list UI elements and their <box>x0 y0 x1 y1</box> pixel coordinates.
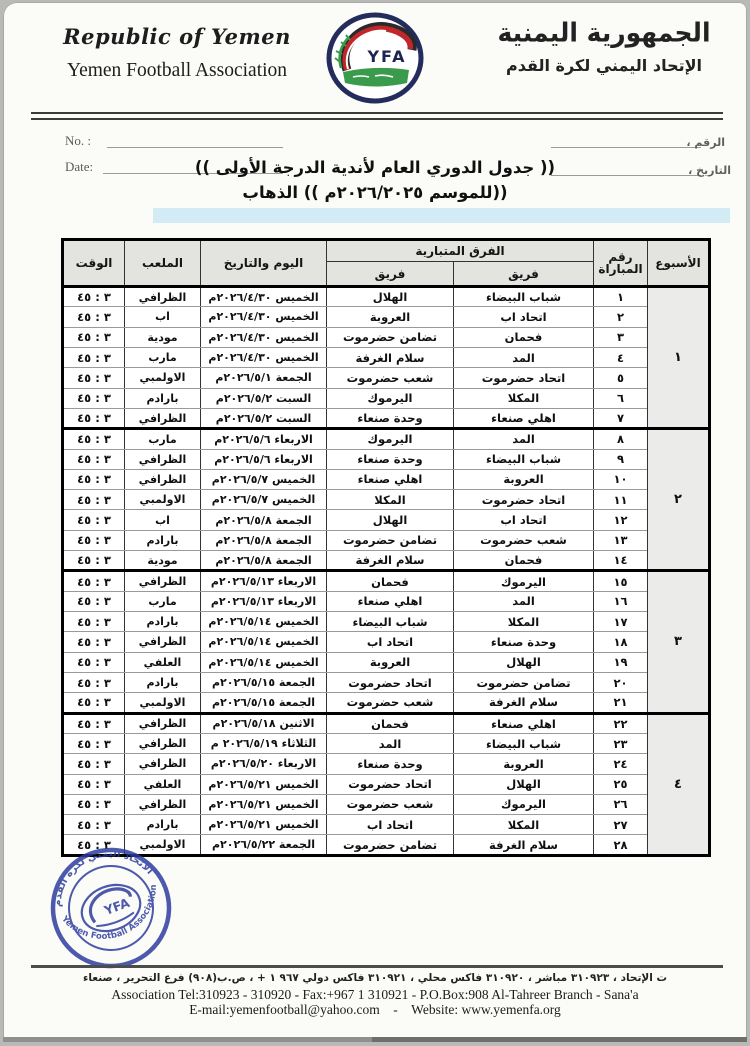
yfa-logo-graphic <box>323 10 427 106</box>
match-row <box>63 754 710 774</box>
kickoff-time-cell: ٣ : ٤٥ <box>63 612 125 632</box>
kickoff-time-cell: ٣ : ٤٥ <box>63 368 125 388</box>
kickoff-time-cell: ٣ : ٤٥ <box>63 571 125 591</box>
match-number-cell: ٩ <box>594 449 648 469</box>
stadium-cell: الظرافي <box>125 469 201 489</box>
team-right-cell: المكلا <box>454 815 594 835</box>
match-row <box>63 713 710 733</box>
match-date-cell: الخميس ٢٠٢٦/٥/٢١م <box>201 794 327 814</box>
match-number-cell: ٢٤ <box>594 754 648 774</box>
team-left-cell: شعب حضرموت <box>327 368 454 388</box>
kickoff-time-cell: ٣ : ٤٥ <box>63 327 125 347</box>
col-header-teams-group: الفرق المتبارية <box>327 240 594 262</box>
match-number-cell: ٨ <box>594 429 648 449</box>
match-number-cell: ١٣ <box>594 530 648 550</box>
stadium-cell: الظرافي <box>125 754 201 774</box>
stamp-graphic <box>29 842 193 974</box>
match-number-cell: ٢٦ <box>594 794 648 814</box>
match-date-cell: الخميس ٢٠٢٦/٤/٣٠م <box>201 327 327 347</box>
title-line2: ((للموسم ٢٠٢٦/٢٠٢٥م )) الذهاب <box>242 183 508 202</box>
stamp-english-ring-text: Yemen Football Association <box>59 884 160 942</box>
match-date-cell: الاربعاء ٢٠٢٦/٥/٦م <box>201 429 327 449</box>
match-number-cell: ١٦ <box>594 591 648 611</box>
team-right-cell: الهلال <box>454 652 594 672</box>
kickoff-time-cell: ٣ : ٤٥ <box>63 652 125 672</box>
week-number-cell: ١ <box>648 287 710 429</box>
match-date-cell: الخميس ٢٠٢٦/٤/٣٠م <box>201 347 327 367</box>
official-stamp <box>29 842 193 978</box>
stadium-cell: الظرافي <box>125 571 201 591</box>
kickoff-time-cell: ٣ : ٤٥ <box>63 490 125 510</box>
match-number-cell: ١٨ <box>594 632 648 652</box>
match-row <box>63 490 710 510</box>
match-row <box>63 551 710 571</box>
match-row <box>63 347 710 367</box>
match-row <box>63 733 710 753</box>
republic-of-yemen-text: Republic of Yemen <box>63 24 291 49</box>
kickoff-time-cell: ٣ : ٤٥ <box>63 693 125 713</box>
team-right-cell: اهلي صنعاء <box>454 713 594 733</box>
team-left-cell: فحمان <box>327 713 454 733</box>
kickoff-time-cell: ٣ : ٤٥ <box>63 774 125 794</box>
match-row <box>63 815 710 835</box>
match-number-cell: ١٤ <box>594 551 648 571</box>
team-right-cell: المد <box>454 347 594 367</box>
team-left-cell: فحمان <box>327 571 454 591</box>
team-left-cell: المد <box>327 733 454 753</box>
stadium-cell: بارادم <box>125 530 201 550</box>
match-date-cell: الاربعاء ٢٠٢٦/٥/١٣م <box>201 591 327 611</box>
match-date-cell: الجمعة ٢٠٢٦/٥/١٥م <box>201 672 327 692</box>
match-row <box>63 612 710 632</box>
match-number-cell: ٢٨ <box>594 835 648 855</box>
match-date-cell: الخميس ٢٠٢٦/٥/٧م <box>201 469 327 489</box>
header-double-rule <box>31 112 723 120</box>
match-number-cell: ٤ <box>594 347 648 367</box>
logo-yfa-text: YFA <box>367 47 407 66</box>
team-left-cell: اتحاد اب <box>327 632 454 652</box>
team-right-cell: الهلال <box>454 774 594 794</box>
match-date-cell: الخميس ٢٠٢٦/٥/٢١م <box>201 774 327 794</box>
match-date-cell: السبت ٢٠٢٦/٥/٢م <box>201 408 327 428</box>
stadium-cell: اب <box>125 510 201 530</box>
match-number-cell: ٢٧ <box>594 815 648 835</box>
match-number-cell: ١٩ <box>594 652 648 672</box>
document-page <box>3 2 747 1042</box>
match-number-cell: ٢١ <box>594 693 648 713</box>
match-number-cell: ٢٢ <box>594 713 648 733</box>
match-date-cell: الجمعة ٢٠٢٦/٥/٨م <box>201 551 327 571</box>
team-right-cell: اتحاد اب <box>454 510 594 530</box>
team-right-cell: فحمان <box>454 327 594 347</box>
kickoff-time-cell: ٣ : ٤٥ <box>63 287 125 307</box>
team-left-cell: الهلال <box>327 510 454 530</box>
match-number-cell: ٦ <box>594 388 648 408</box>
stadium-cell: الاولمبي <box>125 368 201 388</box>
team-left-cell: وحدة صنعاء <box>327 754 454 774</box>
stadium-cell: بارادم <box>125 672 201 692</box>
org-name-arabic <box>479 18 729 75</box>
match-row <box>63 469 710 489</box>
team-right-cell: شباب البيضاء <box>454 287 594 307</box>
kickoff-time-cell: ٣ : ٤٥ <box>63 835 125 855</box>
footer-arabic-contact: ت الإتحاد ، ٣١٠٩٢٣ مباشر ، ٣١٠٩٢٠ فاكس محلي ، ٣١٠٩٢١ فاكس دولي ٩٦٧ ١ + ، ص.ب(٩٠٨) فرع التحرير ، صنعاء <box>82 972 668 984</box>
stamp-arabic-ring-text: الاتحاد اليمني لكرة القدم <box>52 848 156 908</box>
team-left-cell: وحدة صنعاء <box>327 408 454 428</box>
schedule-table-body <box>63 287 710 856</box>
match-date-cell: الخميس ٢٠٢٦/٤/٣٠م <box>201 307 327 327</box>
page-bottom-edge-dark <box>372 1037 747 1042</box>
match-row <box>63 774 710 794</box>
match-date-cell: الخميس ٢٠٢٦/٥/٢١م <box>201 815 327 835</box>
match-date-cell: الخميس ٢٠٢٦/٥/١٤م <box>201 652 327 672</box>
match-number-cell: ٣ <box>594 327 648 347</box>
schedule-table <box>61 238 711 857</box>
stadium-cell: مودية <box>125 551 201 571</box>
match-number-cell: ١٥ <box>594 571 648 591</box>
match-number-cell: ١ <box>594 287 648 307</box>
team-left-cell: اتحاد حضرموت <box>327 672 454 692</box>
match-number-cell: ٢ <box>594 307 648 327</box>
team-left-cell: شعب حضرموت <box>327 794 454 814</box>
team-right-cell: سلام الغرفة <box>454 835 594 855</box>
yemen-football-association-text: Yemen Football Association <box>66 60 288 81</box>
stadium-cell: العلفي <box>125 774 201 794</box>
stadium-cell: اب <box>125 307 201 327</box>
kickoff-time-cell: ٣ : ٤٥ <box>63 754 125 774</box>
col-header-team-right: فريق <box>454 262 594 287</box>
kickoff-time-cell: ٣ : ٤٥ <box>63 388 125 408</box>
match-number-cell: ٢٠ <box>594 672 648 692</box>
kickoff-time-cell: ٣ : ٤٥ <box>63 449 125 469</box>
match-number-cell: ٢٥ <box>594 774 648 794</box>
stadium-cell: مارب <box>125 591 201 611</box>
match-row <box>63 327 710 347</box>
team-left-cell: وحدة صنعاء <box>327 449 454 469</box>
stadium-cell: مودية <box>125 327 201 347</box>
col-header-date: اليوم والتاريخ <box>201 240 327 287</box>
kickoff-time-cell: ٣ : ٤٥ <box>63 591 125 611</box>
kickoff-time-cell: ٣ : ٤٥ <box>63 551 125 571</box>
raqm-field-line <box>551 146 701 148</box>
stadium-cell: مارب <box>125 429 201 449</box>
stadium-cell: العلفي <box>125 652 201 672</box>
kickoff-time-cell: ٣ : ٤٥ <box>63 510 125 530</box>
col-header-match-no <box>594 240 648 287</box>
team-right-cell: المد <box>454 591 594 611</box>
team-right-cell: العروبة <box>454 754 594 774</box>
stadium-cell: الاولمبي <box>125 490 201 510</box>
match-number-cell: ١٠ <box>594 469 648 489</box>
team-left-cell: تضامن حضرموت <box>327 530 454 550</box>
match-number-cell: ٢٣ <box>594 733 648 753</box>
team-left-cell: اهلي صنعاء <box>327 469 454 489</box>
title-highlight-bar <box>153 208 730 223</box>
team-right-cell: شباب البيضاء <box>454 449 594 469</box>
stadium-cell: مارب <box>125 347 201 367</box>
match-row <box>63 530 710 550</box>
team-left-cell: اتحاد حضرموت <box>327 774 454 794</box>
match-row <box>63 368 710 388</box>
no-field-line <box>107 146 283 148</box>
match-date-cell: الثلاثاء ٢٠٢٦/٥/١٩ م <box>201 733 327 753</box>
match-row <box>63 571 710 591</box>
week-number-cell: ٤ <box>648 713 710 855</box>
match-date-cell: الاربعاء ٢٠٢٦/٥/٢٠م <box>201 754 327 774</box>
match-row <box>63 591 710 611</box>
match-date-cell: الاثنين ٢٠٢٦/٥/١٨م <box>201 713 327 733</box>
team-left-cell: تضامن حضرموت <box>327 327 454 347</box>
stadium-cell: بارادم <box>125 815 201 835</box>
kickoff-time-cell: ٣ : ٤٥ <box>63 713 125 733</box>
no-label: No. : <box>65 133 91 148</box>
kickoff-time-cell: ٣ : ٤٥ <box>63 408 125 428</box>
team-right-cell: شباب البيضاء <box>454 733 594 753</box>
footer-rule <box>31 965 723 968</box>
arabic-calligraphy-title: الجمهورية اليمنية <box>497 17 711 48</box>
match-row <box>63 449 710 469</box>
team-right-cell: اتحاد اب <box>454 307 594 327</box>
footer-english-contact: Association Tel:310923 - 310920 - Fax:+967 1 310921 - P.O.Box:908 Al-Tahreer Branch - Sana'a <box>111 987 639 1002</box>
stadium-cell: الاولمبي <box>125 693 201 713</box>
team-right-cell: المد <box>454 429 594 449</box>
stadium-cell: بارادم <box>125 612 201 632</box>
team-right-cell: فحمان <box>454 551 594 571</box>
match-row <box>63 794 710 814</box>
match-row <box>63 307 710 327</box>
col-header-week: الأسبوع <box>648 240 710 287</box>
match-date-cell: السبت ٢٠٢٦/٥/٢م <box>201 388 327 408</box>
team-right-cell: اتحاد حضرموت <box>454 368 594 388</box>
match-date-cell: الخميس ٢٠٢٦/٥/٧م <box>201 490 327 510</box>
match-date-cell: الجمعة ٢٠٢٦/٥/٢٢م <box>201 835 327 855</box>
stadium-cell: الظرافي <box>125 733 201 753</box>
team-left-cell: العروبة <box>327 307 454 327</box>
team-left-cell: سلام الغرفة <box>327 551 454 571</box>
match-row <box>63 388 710 408</box>
match-row <box>63 652 710 672</box>
kickoff-time-cell: ٣ : ٤٥ <box>63 307 125 327</box>
team-left-cell: المكلا <box>327 490 454 510</box>
match-date-cell: الاربعاء ٢٠٢٦/٥/١٣م <box>201 571 327 591</box>
schedule-table-header <box>63 240 710 287</box>
match-date-cell: الجمعة ٢٠٢٦/٥/١٥م <box>201 693 327 713</box>
match-row <box>63 429 710 449</box>
team-right-cell: المكلا <box>454 612 594 632</box>
team-right-cell: تضامن حضرموت <box>454 672 594 692</box>
team-right-cell: اتحاد حضرموت <box>454 490 594 510</box>
match-number-cell: ٧ <box>594 408 648 428</box>
team-left-cell: اليرموك <box>327 429 454 449</box>
match-row <box>63 408 710 428</box>
kickoff-time-cell: ٣ : ٤٥ <box>63 794 125 814</box>
title-line1: (( جدول الدوري العام لأندية الدرجة الأولى )) <box>194 158 556 177</box>
week-number-cell: ٢ <box>648 429 710 571</box>
kickoff-time-cell: ٣ : ٤٥ <box>63 672 125 692</box>
team-left-cell: سلام الغرفة <box>327 347 454 367</box>
team-right-cell: اهلي صنعاء <box>454 408 594 428</box>
match-date-cell: الاربعاء ٢٠٢٦/٥/٦م <box>201 449 327 469</box>
match-number-cell: ١١ <box>594 490 648 510</box>
match-number-cell: ١٢ <box>594 510 648 530</box>
match-no-line1: رقم <box>608 250 633 264</box>
tareekh-label: التاريخ ، <box>688 164 731 177</box>
col-header-time: الوقت <box>63 240 125 287</box>
team-left-cell: شباب البيضاء <box>327 612 454 632</box>
raqm-label: الرقم ، <box>686 136 725 149</box>
match-number-cell: ٥ <box>594 368 648 388</box>
stadium-cell: الاولمبي <box>125 835 201 855</box>
document-title <box>123 155 627 205</box>
footer-email-website: E-mail:yemenfootball@yahoo.com - Website: www.yemenfa.org <box>189 1002 561 1017</box>
match-date-cell: الجمعة ٢٠٢٦/٥/١م <box>201 368 327 388</box>
match-date-cell: الخميس ٢٠٢٦/٥/١٤م <box>201 612 327 632</box>
stadium-cell: الظرافي <box>125 794 201 814</box>
team-right-cell: شعب حضرموت <box>454 530 594 550</box>
team-left-cell: اليرموك <box>327 388 454 408</box>
team-right-cell: اليرموك <box>454 794 594 814</box>
match-row <box>63 693 710 713</box>
team-right-cell: وحدة صنعاء <box>454 632 594 652</box>
date-label: Date: <box>65 159 94 174</box>
kickoff-time-cell: ٣ : ٤٥ <box>63 815 125 835</box>
stadium-cell: بارادم <box>125 388 201 408</box>
team-left-cell: شعب حضرموت <box>327 693 454 713</box>
stadium-cell: الظرافي <box>125 287 201 307</box>
stadium-cell: الظرافي <box>125 408 201 428</box>
match-row <box>63 510 710 530</box>
match-row <box>63 287 710 307</box>
stadium-cell: الظرافي <box>125 449 201 469</box>
team-right-cell: المكلا <box>454 388 594 408</box>
match-date-cell: الخميس ٢٠٢٦/٤/٣٠م <box>201 287 327 307</box>
kickoff-time-cell: ٣ : ٤٥ <box>63 530 125 550</box>
team-left-cell: الهلال <box>327 287 454 307</box>
yfa-logo <box>323 10 427 106</box>
stadium-cell: الظرافي <box>125 632 201 652</box>
kickoff-time-cell: ٣ : ٤٥ <box>63 632 125 652</box>
stadium-cell: الظرافي <box>125 713 201 733</box>
match-date-cell: الجمعة ٢٠٢٦/٥/٨م <box>201 510 327 530</box>
col-header-team-left: فريق <box>327 262 454 287</box>
match-date-cell: الجمعة ٢٠٢٦/٥/٨م <box>201 530 327 550</box>
match-date-cell: الخميس ٢٠٢٦/٥/١٤م <box>201 632 327 652</box>
team-left-cell: العروبة <box>327 652 454 672</box>
week-number-cell: ٣ <box>648 571 710 713</box>
arabic-federation-name: الإتحاد اليمني لكرة القدم <box>505 56 703 75</box>
kickoff-time-cell: ٣ : ٤٥ <box>63 347 125 367</box>
kickoff-time-cell: ٣ : ٤٥ <box>63 733 125 753</box>
col-header-stadium: الملعب <box>125 240 201 287</box>
kickoff-time-cell: ٣ : ٤٥ <box>63 429 125 449</box>
kickoff-time-cell: ٣ : ٤٥ <box>63 469 125 489</box>
match-number-cell: ١٧ <box>594 612 648 632</box>
stamp-yfa-text: YFA <box>102 894 132 918</box>
org-name-english <box>47 24 307 82</box>
team-left-cell: اتحاد اب <box>327 815 454 835</box>
team-left-cell: تضامن حضرموت <box>327 835 454 855</box>
match-row <box>63 672 710 692</box>
team-left-cell: اهلي صنعاء <box>327 591 454 611</box>
team-right-cell: سلام الغرفة <box>454 693 594 713</box>
team-right-cell: اليرموك <box>454 571 594 591</box>
match-row <box>63 632 710 652</box>
team-right-cell: العروبة <box>454 469 594 489</box>
match-no-line2: المباراة <box>598 262 643 276</box>
